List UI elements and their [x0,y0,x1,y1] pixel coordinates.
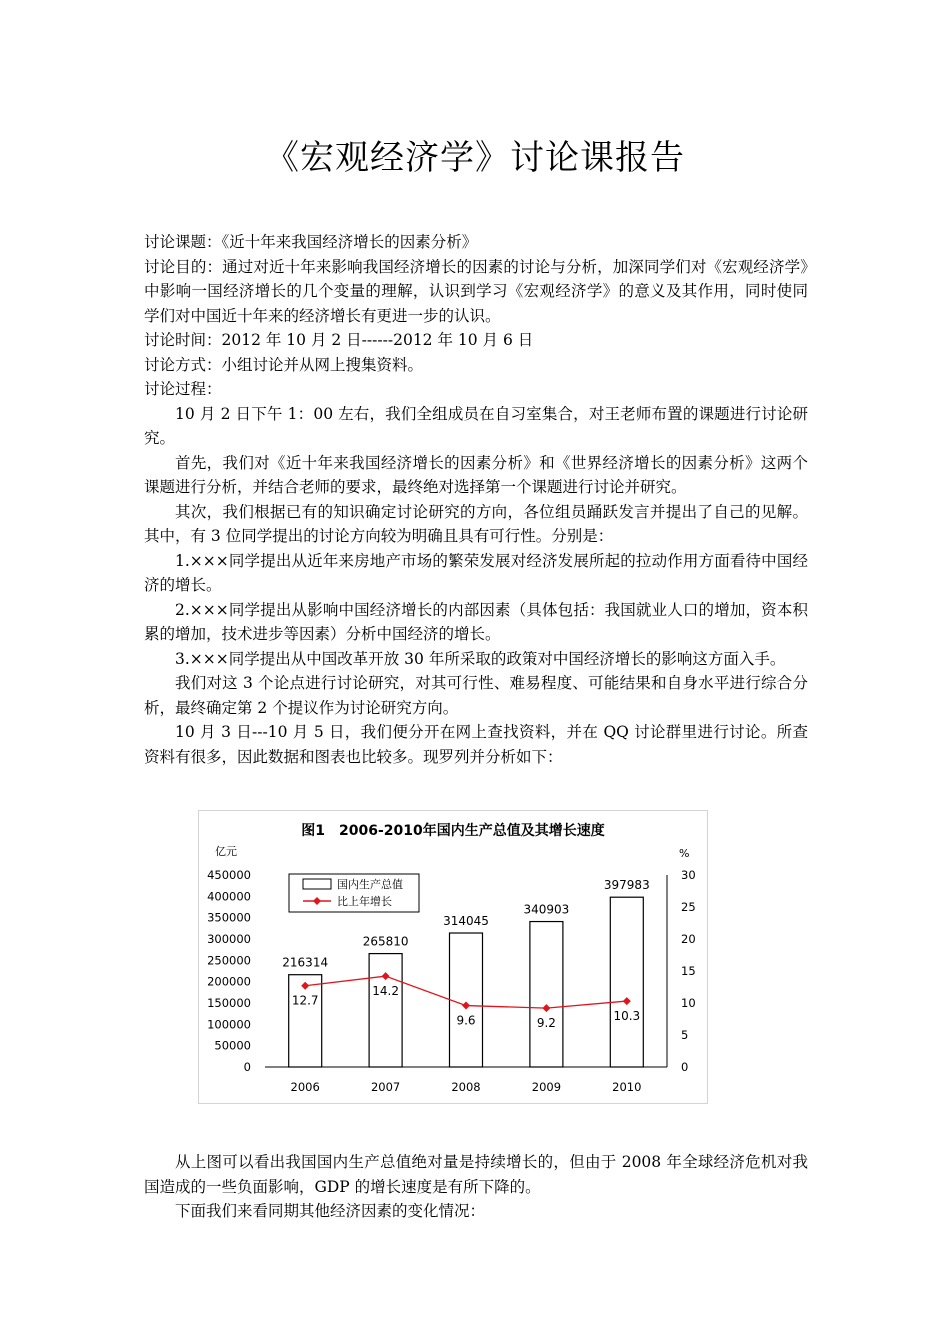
y2-tick-label: 30 [681,868,696,882]
x-tick-label: 2006 [290,1080,320,1094]
y-tick-label: 450000 [207,868,251,882]
legend-line-label: 比上年增长 [337,895,392,908]
x-tick-label: 2009 [531,1080,562,1094]
y2-tick-label: 0 [681,1060,689,1074]
y-tick-label: 50000 [214,1038,251,1053]
y2-tick-label: 5 [681,1028,689,1042]
paragraph-purpose: 讨论目的：通过对近十年来影响我国经济增长的因素的讨论与分析，加深同学们对《宏观经济学》中影响一国经济增长的几个变量的理解，认识到学习《宏观经济学》的意义及其作用，同时使同学们对中国近十年来的经济增长有更进一步的认识。 [144,257,808,325]
y-tick-label: 400000 [207,889,251,904]
paragraph: 我们对这 3 个论点进行讨论研究，对其可行性、难易程度、可能结果和自身水平进行综合分析，最终确定第 2 个提议作为讨论研究方向。 [144,674,808,717]
y2-tick-label: 25 [681,900,696,914]
x-tick-label: 2007 [370,1080,401,1094]
paragraph: 从上图可以看出我国国内生产总值绝对量是持续增长的，但由于 2008 年全球经济危机对我国造成的一些负面影响，GDP 的增长速度是有所下降的。 [144,1153,808,1196]
paragraph: 首先，我们对《近十年来我国经济增长的因素分析》和《世界经济增长的因素分析》这两个课题进行分析，并结合老师的要求，最终绝对选择第一个课题进行讨论并研究。 [144,453,808,496]
paragraph-time: 讨论时间：2012 年 10 月 2 日------2012 年 10 月 6 日 [144,331,534,349]
legend-bar-swatch [303,879,331,889]
paragraph: 下面我们来看同期其他经济因素的变化情况： [175,1202,486,1220]
document-title: 《宏观经济学》讨论课报告 [265,138,685,178]
chart-legend [289,874,419,912]
paragraph-topic: 讨论课题：《近十年来我国经济增长的因素分析》 [144,233,478,251]
gdp-bar [369,954,402,1067]
y2-tick-label: 15 [681,964,696,978]
y-tick-label: 250000 [207,953,251,968]
paragraph-method: 讨论方式：小组讨论并从网上搜集资料。 [144,355,424,374]
y-tick-label: 350000 [207,910,251,925]
gdp-bar [450,933,483,1067]
x-tick-label: 2008 [451,1080,481,1094]
gdp-bar-label: 340903 [523,902,570,917]
gdp-bar [610,897,643,1067]
paragraph: 2.×××同学提出从影响中国经济增长的内部因素（具体包括：我国就业人口的增加，资本积累的增加，技术进步等因素）分析中国经济的增长。 [144,600,808,643]
paragraph: 1.×××同学提出从近年来房地产市场的繁荣发展对经济发展所起的拉动作用方面看待中国经济的增长。 [144,551,808,594]
paragraph-process-heading: 讨论过程： [144,380,222,398]
y-tick-label: 200000 [207,974,251,989]
gdp-bar-label: 314045 [443,914,489,929]
y2-tick-label: 10 [681,996,696,1010]
paragraph: 10 月 2 日下午 1：00 左右，我们全组成员在自习室集合，对王老师布置的课题进行讨论研究。 [144,404,808,447]
report-body-continued [144,1150,808,1224]
growth-label: 9.6 [456,1013,476,1028]
growth-label: 14.2 [372,984,399,999]
gdp-bar-label: 216314 [282,955,329,970]
paragraph: 其次，我们根据已有的知识确定讨论研究的方向，各位组员踊跃发言并提出了自己的见解。其中，有 3 位同学提出的讨论方向较为明确且具有可行性。分别是： [144,502,808,545]
gdp-chart [198,810,708,1104]
y-tick-label: 300000 [207,932,251,946]
report-body [144,230,808,769]
y-axis-label: 亿元 [215,845,237,858]
gdp-bar-label: 265810 [362,934,409,949]
gdp-bar-label: 397983 [603,878,650,893]
y2-tick-label: 20 [681,932,696,946]
legend-bar-label: 国内生产总值 [337,878,403,891]
x-tick-label: 2010 [612,1080,642,1094]
y-tick-label: 100000 [207,1017,251,1032]
paragraph: 3.×××同学提出从中国改革开放 30 年所采取的政策对中国经济增长的影响这方面入手。 [175,649,786,668]
gdp-bar [530,922,563,1067]
chart-title: 图1 2006-2010年国内生产总值及其增长速度 [301,823,605,839]
paragraph: 10 月 3 日---10 月 5 日，我们便分开在网上查找资料，并在 QQ 讨论群里进行讨论。所查资料有很多，因此数据和图表也比较多。现罗列并分析如下： [144,723,808,766]
growth-label: 12.7 [291,993,319,1008]
growth-label: 9.2 [536,1016,556,1031]
growth-label: 10.3 [613,1009,641,1024]
y-tick-label: 0 [243,1060,251,1074]
y-tick-label: 150000 [207,996,251,1010]
y2-axis-label: % [679,847,690,860]
